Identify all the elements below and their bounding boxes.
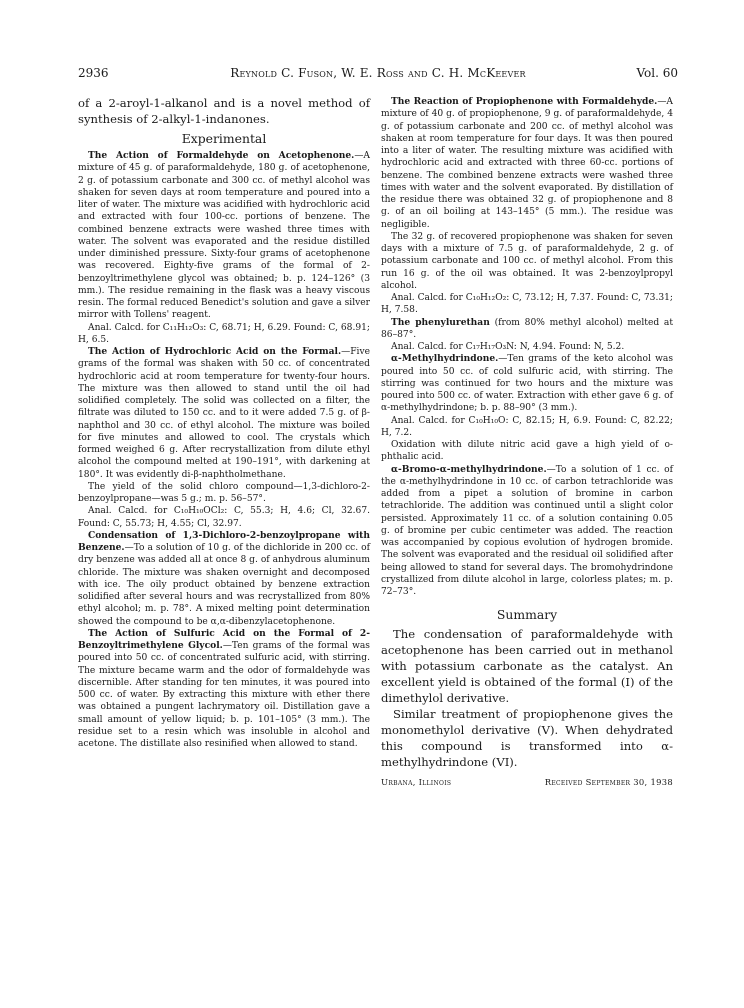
paragraph-formaldehyde-acetophenone	[78, 150, 370, 322]
run-in-heading: Condensation of 1,3-Dichloro-2-benzoylpropane with Benzene.	[78, 529, 370, 553]
analysis-line: Anal. Calcd. for C₁₁H₁₂O₃: C, 68.71; H, 6.29. Found: C, 68.91; H, 6.5.	[78, 322, 370, 345]
paragraph-yield: The yield of the solid chloro compound—1,3-dichloro-2-benzoylpropane—was 5 g.; m. p. 56–57°.	[78, 481, 370, 504]
volume-label: Vol. 60	[636, 66, 678, 80]
paragraph-sulfuric-acid	[78, 628, 370, 751]
paragraph-body: —To a solution of 1 cc. of the α-methylhydrindone in 10 cc. of carbon tetrachloride was added from a pipet a solution of bromine in carbon tetrachloride. The addition was continued until a slight color persisted. Approximately 11 cc. of a solution containing 0.05 g. of bromine per cubic centimeter was added. The reaction was accompanied by copious evolution of hydrogen bromide. The solvent was evaporated and the residual oil solidified after being allowed to stand for several days. The bromohydrindone crystallized from dilute alcohol in large, colorless plates; m. p. 72–73°.	[381, 464, 673, 597]
left-column	[78, 96, 370, 750]
right-column	[381, 96, 673, 788]
paragraph-body: —Ten grams of the keto alcohol was poured into 50 cc. of cold sulfuric acid, with stirring. The stirring was continued for two hours and the mixture was poured into 500 cc. of water. Extraction with ether gave 6 g. of α-methylhydrindone; b. p. 88–90° (3 mm.).	[381, 354, 673, 414]
paragraph-oxidation: Oxidation with dilute nitric acid gave a high yield of o-phthalic acid.	[381, 440, 673, 463]
running-head-authors: Reynold C. Fuson, W. E. Ross and C. H. McKeever	[230, 66, 526, 80]
run-in-heading: The phenylurethan	[391, 316, 490, 328]
summary-paragraph: Similar treatment of propiophenone gives the monomethylol derivative (V). When dehydrated this compound is transformed into α-methylhydrindone (VI).	[381, 707, 673, 770]
lead-paragraph: of a 2-aroyl-1-alkanol and is a novel method of synthesis of 2-alkyl-1-indanones.	[78, 96, 370, 126]
page-number: 2936	[78, 66, 109, 80]
summary-heading: Summary	[496, 607, 558, 623]
analysis-line: Anal. Calcd. for C₁₀H₁₀OCl₂: C, 55.3; H, 4.6; Cl, 32.67. Found: C, 55.73; H, 4.55; Cl, 32.97.	[78, 506, 370, 529]
paragraph-body: —Ten grams of the formal was poured into 50 cc. of concentrated sulfuric acid, with stirring. The mixture became warm and the odor of formaldehyde was discernible. After standing for ten minutes, it was poured into 500 cc. of water. By extracting this mixture with ether there was obtained a pungent lachrymatory oil. Distillation gave a small amount of yellow liquid; b. p. 101–105° (3 mm.). The residue set to a resin which was insoluble in alcohol and acetone. The distillate also resinified when allowed to stand.	[78, 641, 370, 749]
run-in-heading: The Action of Sulfuric Acid on the Formal of 2-Benzoyltrimethylene Glycol.	[78, 627, 370, 651]
paragraph-body: —To a solution of 10 g. of the dichloride in 200 cc. of dry benzene was added all at once 8 g. of anhydrous aluminum chloride. The mixture was shaken overnight and decomposed with ice. The oily product obtained by benzene extraction solidified after several hours and was recrystallized from 80% ethyl alcohol; m. p. 78°. A mixed melting point determination showed the compound to be α,α-dibenzylacetophenone.	[78, 543, 370, 627]
summary-paragraph: The condensation of paraformaldehyde with acetophenone has been carried out in methanol with potassium carbonate as the catalyst. An excellent yield is obtained of the formal (I) of the dimethylol derivative.	[381, 627, 673, 706]
paragraph-body: (from 80% methyl alcohol) melted at 86–87°.	[381, 317, 673, 340]
paragraph-body: —A mixture of 40 g. of propiophenone, 9 g. of paraformaldehyde, 4 g. of potassium carbonate and 200 cc. of methyl alcohol was shaken at room temperature for four days. It was then poured into a liter of water. The resulting mixture was acidified with hydrochloric acid and extracted with three 60-cc. portions of benzene. The combined benzene extracts were washed three times with water and the solvent evaporated. By distillation of the residue there was obtained 32 g. of propiophenone and 8 g. of an oil boiling at 143–145° (5 mm.). The residue was negligible.	[381, 97, 673, 230]
received-footer	[381, 776, 673, 788]
paragraph-propiophenone-reaction	[381, 96, 673, 231]
run-in-heading: The Action of Hydrochloric Acid on the Formal.	[88, 346, 342, 357]
paragraph-hydrochloric-acid	[78, 346, 370, 481]
paragraph-recovered-propiophenone: The 32 g. of recovered propiophenone was shaken for seven days with a mixture of 7.5 g. of paraformaldehyde, 2 g. of potassium carbonate and 100 cc. of methyl alcohol. From this run 16 g. of the oil was obtained. It was 2-benzoylpropyl alcohol.	[381, 231, 673, 291]
institution-location: Urbana, Illinois	[381, 777, 452, 788]
paragraph-bromo-methylhydrindone	[381, 464, 673, 599]
page-header	[78, 66, 678, 82]
paragraph-methylhydrindone	[381, 353, 673, 414]
paragraph-body: —A mixture of 45 g. of paraformaldehyde, 180 g. of acetophenone, 2 g. of potassium carbonate and 300 cc. of methyl alcohol was shaken for seven days at room temperature and poured into a liter of water. The mixture was acidified with hydrochloric acid and extracted with four 100-cc. portions of benzene. The combined benzene extracts were washed three times with water. The solvent was evaporated and the residue distilled under diminished pressure. Sixty-four grams of acetophenone was recovered. Eighty-five grams of the formal of 2-benzoyltrimethylene glycol was obtained; b. p. 124–126° (3 mm.). The residue remaining in the flask was a heavy viscous resin. The formal reduced Benedict's solution and gave a silver mirror with Tollens' reagent.	[78, 151, 370, 321]
paragraph-body: —Five grams of the formal was shaken with 50 cc. of concentrated hydrochloric acid at room temperature for twenty-four hours. The mixture was then allowed to stand until the oil had solidified completely. The solid was collected on a filter, the filtrate was diluted to 150 cc. and to it were added 7.5 g. of β-naphthol and 30 cc. of ethyl alcohol. The mixture was boiled for five minutes and allowed to cool. The crystals which formed weighed 6 g. After recrystallization from dilute ethyl alcohol the compound melted at 190–191°, with darkening at 180°. It was evidently di-β-naphtholmethane.	[78, 347, 370, 480]
run-in-heading: α-Methylhydrindone.	[391, 353, 499, 365]
run-in-heading: α-Bromo-α-methylhydrindone.	[391, 463, 547, 475]
analysis-line: Anal. Calcd. for C₁₀H₁₂O₂: C, 73.12; H, 7.37. Found: C, 73.31; H, 7.58.	[381, 293, 673, 316]
received-date: Received September 30, 1938	[544, 777, 673, 788]
analysis-line: Anal. Calcd. for C₁₀H₁₀O: C, 82.15; H, 6.9. Found: C, 82.22; H, 7.2.	[381, 415, 673, 438]
run-in-heading: The Reaction of Propiophenone with Formaldehyde.	[391, 96, 658, 107]
paragraph-phenylurethan	[381, 317, 673, 342]
analysis-line: Anal. Calcd. for C₁₇H₁₇O₃N: N, 4.94. Found: N, 5.2.	[391, 342, 625, 352]
run-in-heading: The Action of Formaldehyde on Acetophenone.	[88, 150, 355, 161]
paragraph-condensation-benzene	[78, 530, 370, 628]
experimental-heading: Experimental	[181, 131, 267, 146]
